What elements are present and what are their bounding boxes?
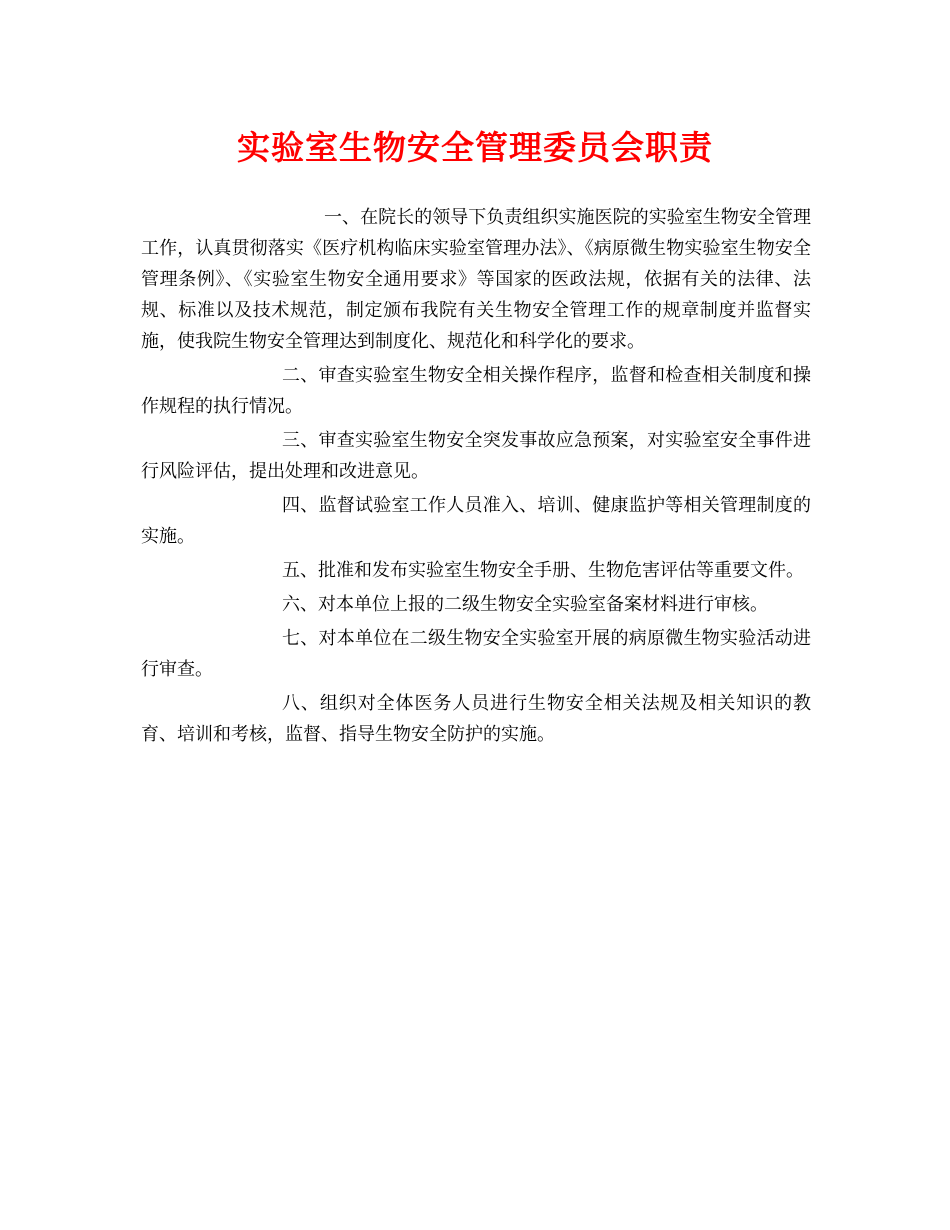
paragraph-4: 四、监督试验室工作人员准入、培训、健康监护等相关管理制度的实施。 <box>141 495 811 547</box>
paragraph-6: 六、对本单位上报的二级生物安全实验室备案材料进行审核。 <box>282 594 768 615</box>
document-title: 实验室生物安全管理委员会职责 <box>237 128 713 167</box>
paragraph-2: 二、审查实验室生物安全相关操作程序，监督和检查相关制度和操作规程的执行情况。 <box>141 365 811 417</box>
paragraph-8: 八、组织对全体医务人员进行生物安全相关法规及相关知识的教育、培训和考核，监督、指导生物安全防护的实施。 <box>141 693 811 745</box>
paragraph-1: 一、在院长的领导下负责组织实施医院的实验室生物安全管理工作，认真贯彻落实《医疗机构临床实验室管理办法》、《病原微生物实验室生物安全管理条例》、《实验室生物安全通用要求》等国家的医政法规，依据有关的法律、法规、标准以及技术规范，制定颁布我院有关生物安全管理工作的规章制度并监督实施，使我院生物安全管理达到制度化、规范化和科学化的要求。 <box>141 207 811 352</box>
paragraph-5: 五、批准和发布实验室生物安全手册、生物危害评估等重要文件。 <box>282 560 804 581</box>
paragraph-3: 三、审查实验室生物安全突发事故应急预案，对实验室安全事件进行风险评估，提出处理和改进意见。 <box>141 430 811 482</box>
paragraph-7: 七、对本单位在二级生物安全实验室开展的病原微生物实验活动进行审查。 <box>141 628 811 680</box>
document-body <box>141 202 811 753</box>
